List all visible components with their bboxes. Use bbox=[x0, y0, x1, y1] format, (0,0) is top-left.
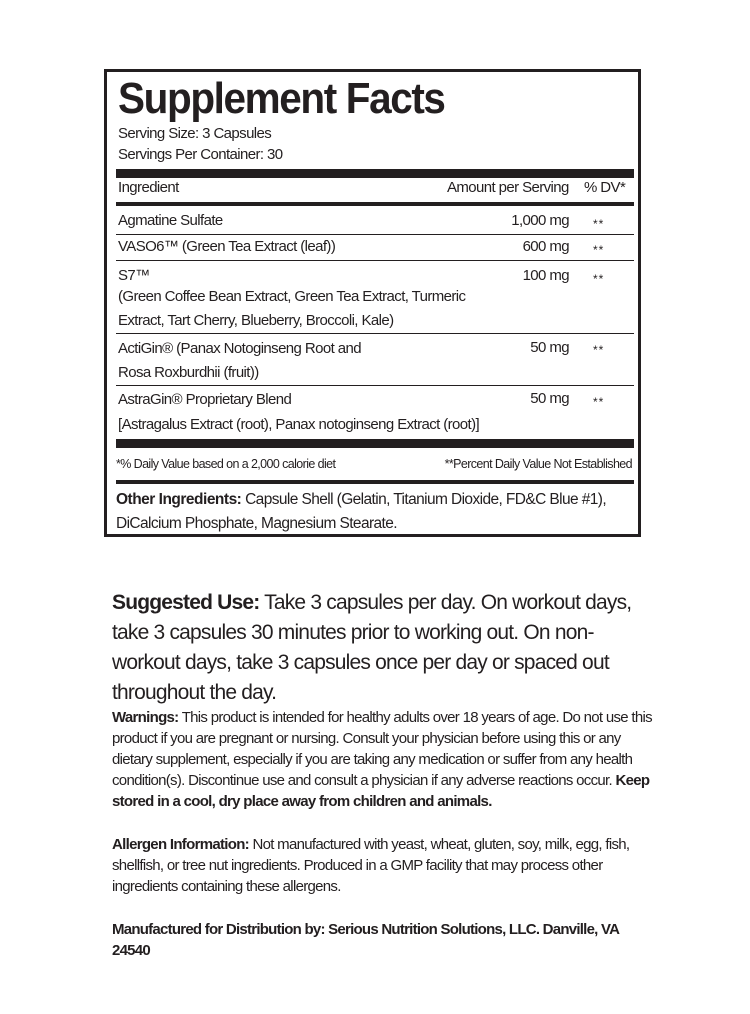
servings-per-container: Servings Per Container: 30 bbox=[118, 146, 283, 163]
panel-title: Supplement Facts bbox=[118, 74, 445, 123]
warnings-label: Warnings: bbox=[112, 709, 179, 726]
ingredient-name: VASO6™ (Green Tea Extract (leaf)) bbox=[118, 238, 336, 255]
thick-divider bbox=[116, 439, 634, 448]
footer-divider bbox=[116, 480, 634, 484]
ingredient-dv: ** bbox=[593, 243, 605, 257]
header-ingredient: Ingredient bbox=[118, 179, 179, 196]
warnings-text: This product is intended for healthy adults over 18 years of age. Do not use this product if you are pregnant or nursing. Consult your physician before using this or any dietary supplement, especially if you are taking any medication or suffer from any health condition(s). Discontinue use and consult a physician if any adverse reactions occur. bbox=[112, 709, 652, 789]
suggested-use-label: Suggested Use: bbox=[112, 591, 260, 614]
ingredient-name: AstraGin® Proprietary Blend bbox=[118, 391, 292, 408]
ingredient-description: [Astragalus Extract (root), Panax notoginseng Extract (root)] bbox=[118, 416, 480, 433]
ingredient-dv: ** bbox=[593, 395, 605, 409]
ingredient-description: Extract, Tart Cherry, Blueberry, Broccoli, Kale) bbox=[118, 312, 394, 329]
other-ingredients-text: Capsule Shell (Gelatin, Titanium Dioxide, FD&C Blue #1), DiCalcium Phosphate, Magnesium Stearate. bbox=[116, 491, 607, 532]
ingredient-name: Agmatine Sulfate bbox=[118, 212, 223, 229]
supplement-facts-panel bbox=[104, 69, 641, 537]
suggested-use-text: Take 3 capsules per day. On workout days, take 3 capsules 30 minutes prior to working out. On non-workout days, take 3 capsules once per day or spaced out throughout the day. bbox=[112, 591, 632, 704]
ingredient-dv: ** bbox=[593, 272, 605, 286]
ingredient-description: Rosa Roxburdhii (fruit)) bbox=[118, 364, 259, 381]
ingredient-dv: ** bbox=[593, 217, 605, 231]
manufacturer-info: Manufactured for Distribution by: Serious Nutrition Solutions, LLC. Danville, VA 24540 bbox=[112, 921, 619, 959]
row-divider bbox=[116, 260, 634, 261]
ingredient-dv: ** bbox=[593, 343, 605, 357]
daily-value-footnote: *% Daily Value based on a 2,000 calorie diet bbox=[116, 457, 336, 471]
header-amount: Amount per Serving bbox=[447, 179, 569, 196]
ingredient-amount: 100 mg bbox=[522, 267, 569, 284]
header-divider bbox=[116, 202, 634, 206]
ingredient-amount: 600 mg bbox=[522, 238, 569, 255]
storage-instructions: Keep stored in a cool, dry place away from children and animals. bbox=[112, 772, 650, 810]
row-divider bbox=[116, 333, 634, 334]
other-ingredients-label: Other Ingredients: bbox=[116, 491, 242, 508]
ingredient-amount: 50 mg bbox=[530, 390, 569, 407]
ingredient-amount: 1,000 mg bbox=[511, 212, 569, 229]
allergen-text: Not manufactured with yeast, wheat, gluten, soy, milk, egg, fish, shellfish, or tree nut ingredients. Produced in a GMP facility that may process other ingredients containing these allergens. bbox=[112, 836, 630, 895]
serving-size: Serving Size: 3 Capsules bbox=[118, 125, 272, 142]
allergen-information bbox=[112, 834, 652, 897]
other-ingredients bbox=[116, 488, 631, 536]
warnings bbox=[112, 707, 652, 812]
ingredient-name: ActiGin® (Panax Notoginseng Root and bbox=[118, 340, 361, 357]
ingredient-name: S7™ bbox=[118, 267, 150, 284]
not-established-footnote: **Percent Daily Value Not Established bbox=[444, 457, 632, 471]
ingredient-amount: 50 mg bbox=[530, 339, 569, 356]
allergen-label: Allergen Information: bbox=[112, 836, 249, 853]
ingredient-description: (Green Coffee Bean Extract, Green Tea Extract, Turmeric bbox=[118, 288, 466, 305]
suggested-use bbox=[112, 588, 652, 708]
row-divider bbox=[116, 385, 634, 386]
header-dv: % DV* bbox=[584, 179, 626, 196]
